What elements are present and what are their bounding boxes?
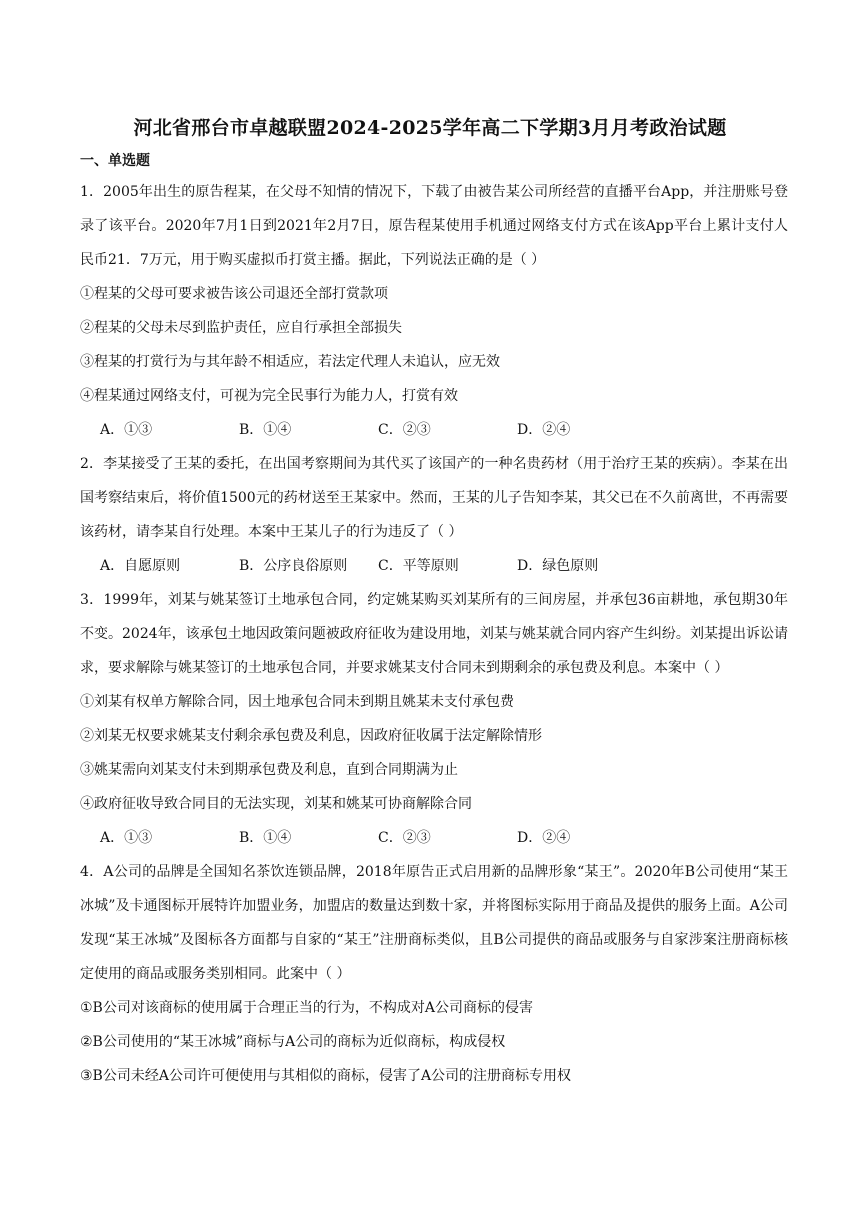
statement: ②程某的父母未尽到监护责任，应自行承担全部损失 (80, 320, 402, 336)
statement: ④程某通过网络支付，可视为完全民事行为能力人，打赏有效 (80, 388, 458, 404)
choice-c: C．②③ (378, 830, 431, 846)
question-stem: 4．A公司的品牌是全国知名茶饮连锁品牌，2018年原告正式启用新的品牌形象“某王”。2020年B公司使用“某王冰城”及卡通图标开展特许加盟业务，加盟店的数量达到数十家，并将图标实际用于商品及提供的服务上面。A公司发现“某王冰城”及图标各方面都与自家的“某王”注册商标类似，且B公司提供的商品或服务与自家涉案注册商标核定使用的商品或服务类别相同。此案中（ ） (80, 864, 788, 982)
statement: ④政府征收导致合同目的无法实现，刘某和姚某可协商解除合同 (80, 796, 472, 812)
statement: ③B公司未经A公司许可便使用与其相似的商标，侵害了A公司的注册商标专用权 (80, 1068, 572, 1084)
choice-a: A．①③ (100, 422, 153, 438)
statement: ③程某的打赏行为与其年龄不相适应，若法定代理人未追认，应无效 (80, 354, 500, 370)
question-stem: 3．1999年，刘某与姚某签订土地承包合同，约定姚某购买刘某所有的三间房屋，并承包36亩耕地，承包期30年不变。2024年，该承包土地因政策问题被政府征收为建设用地，刘某与姚某就合同内容产生纠纷。刘某提出诉讼请求，要求解除与姚某签订的土地承包合同，并要求姚某支付合同未到期剩余的承包费及利息。本案中（ ） (80, 592, 788, 676)
question-3 (80, 583, 788, 855)
choice-d: D．②④ (517, 830, 571, 846)
statement: ①刘某有权单方解除合同，因土地承包合同未到期且姚某未支付承包费 (80, 694, 514, 710)
choice-b: B．公序良俗原则 (239, 558, 348, 574)
statement: ①B公司对该商标的使用属于合理正当的行为，不构成对A公司商标的侵害 (80, 1000, 533, 1016)
choice-a: A．自愿原则 (100, 558, 181, 574)
question-stem: 1．2005年出生的原告程某，在父母不知情的情况下，下载了由被告某公司所经营的直播平台App，并注册账号登录了该平台。2020年7月1日到2021年2月7日，原告程某使用手机通过网络支付方式在该App平台上累计支付人民币21．7万元，用于购买虚拟币打赏主播。据此，下列说法正确的是（ ） (80, 184, 788, 268)
question-2 (80, 447, 788, 583)
choice-b: B．①④ (239, 422, 292, 438)
statement: ①程某的父母可要求被告该公司退还全部打赏款项 (80, 286, 388, 302)
statement: ③姚某需向刘某支付未到期承包费及利息，直到合同期满为止 (80, 762, 458, 778)
statement: ②刘某无权要求姚某支付剩余承包费及利息，因政府征收属于法定解除情形 (80, 728, 542, 744)
choice-c: C．平等原则 (378, 558, 459, 574)
question-4 (80, 855, 788, 1093)
document-title: 河北省邢台市卓越联盟2024-2025学年高二下学期3月月考政治试题 (133, 117, 727, 139)
question-list (80, 175, 788, 1093)
choice-b: B．①④ (239, 830, 292, 846)
choice-a: A．①③ (100, 830, 153, 846)
question-1 (80, 175, 788, 447)
choice-c: C．②③ (378, 422, 431, 438)
answer-choices (80, 821, 788, 855)
section-heading: 一、单选题 (80, 153, 150, 169)
choice-d: D．②④ (517, 422, 571, 438)
answer-choices (80, 549, 788, 583)
question-stem: 2．李某接受了王某的委托，在出国考察期间为其代买了该国产的一种名贵药材（用于治疗王某的疾病）。李某在出国考察结束后，将价值1500元的药材送至王某家中。然而，王某的儿子告知李某，其父已在不久前离世，不再需要该药材，请李某自行处理。本案中王某儿子的行为违反了（ ） (80, 456, 788, 540)
choice-d: D．绿色原则 (517, 558, 599, 574)
answer-choices (80, 413, 788, 447)
statement: ②B公司使用的“某王冰城”商标与A公司的商标为近似商标，构成侵权 (80, 1034, 506, 1050)
